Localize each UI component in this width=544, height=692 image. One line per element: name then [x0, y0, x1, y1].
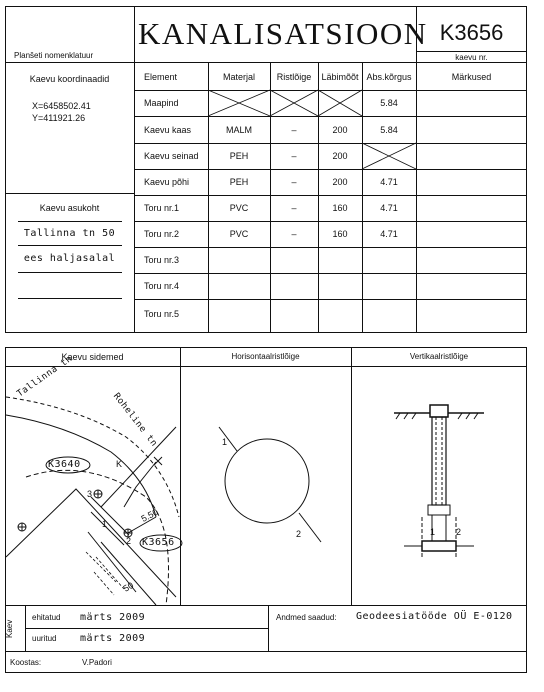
table-cell-abs: 5.84 — [380, 98, 398, 108]
section-pipe-label-2: 2 — [296, 529, 302, 539]
col-header-abs-height: Abs.kõrgus — [366, 72, 412, 82]
horizontal-section-drawing — [181, 367, 351, 605]
table-cell-diameter: 200 — [332, 151, 348, 161]
table-cell-material: PEH — [229, 151, 249, 161]
col-header-diameter: Läbimõõt — [321, 72, 359, 82]
built-value: märts 2009 — [80, 612, 146, 623]
coord-y: Y=411921.26 — [32, 113, 86, 123]
footer-row-line-2 — [5, 651, 527, 652]
panel-label-links: Kaevu sidemed — [61, 352, 124, 362]
street-label-1: Tallinna tn — [15, 353, 75, 400]
built-label: ehitatud — [32, 613, 61, 622]
table-cell-diameter: 200 — [332, 125, 348, 135]
table-cell-abs: 4.71 — [380, 229, 398, 239]
table-cell-section: – — [291, 151, 297, 161]
nomenclature-label: Planšeti nomenklatuur — [14, 51, 94, 60]
vertical-section-drawing — [352, 367, 526, 605]
source-value: Geodeesiatööde OÜ E-0120 — [356, 611, 513, 622]
panel-label-horizontal: Horisontaalristlõige — [231, 352, 300, 361]
table-cell-abs: 4.71 — [380, 177, 398, 187]
site-sketch — [6, 367, 179, 605]
location-label: Kaevu asukoht — [39, 203, 100, 213]
table-cell-material: PVC — [229, 203, 249, 213]
well-label-k3656: K3656 — [142, 537, 175, 548]
vertical-pipe-label-1: 1 — [430, 527, 436, 537]
location-line2-text: ees haljasalal — [23, 253, 116, 264]
table-crosses — [0, 0, 544, 340]
col-header-notes: Märkused — [451, 72, 492, 82]
table-row-element: Kaevu kaas — [144, 125, 192, 135]
updated-value: märts 2009 — [80, 633, 146, 644]
k-label: K — [116, 459, 123, 469]
well-label-k3640: K3640 — [48, 459, 81, 470]
table-row-element: Toru nr.2 — [144, 229, 180, 239]
pipe-label-2: 2 — [126, 536, 132, 546]
pipe-label-3: 3 — [87, 489, 93, 499]
col-header-material: Materjal — [222, 72, 255, 82]
table-row-element: Toru nr.1 — [144, 203, 180, 213]
table-cell-section: – — [291, 125, 297, 135]
kaev-label: Kaev — [5, 619, 14, 638]
street-label-2: Roheline tn — [110, 391, 159, 449]
location-line1-text: Tallinna tn 50 — [23, 228, 116, 239]
table-row-element: Toru nr.3 — [144, 255, 180, 265]
author-value: V.Padori — [82, 658, 112, 667]
table-row-element: Maapind — [144, 98, 179, 108]
table-row-element: Toru nr.5 — [144, 309, 180, 319]
source-label: Andmed saadud: — [276, 613, 337, 622]
distance-label-2: 50 — [121, 580, 136, 594]
table-cell-diameter: 200 — [332, 177, 348, 187]
pipe-label-1: 1 — [102, 519, 108, 529]
table-cell-diameter: 160 — [332, 203, 348, 213]
table-cell-material: PEH — [229, 177, 249, 187]
table-cell-section: – — [291, 177, 297, 187]
page-title: KANALISATSIOON — [138, 16, 428, 51]
panel-label-vertical: Vertikaalristlõige — [409, 352, 469, 361]
table-cell-diameter: 160 — [332, 229, 348, 239]
coord-x: X=6458502.41 — [32, 101, 91, 111]
updated-label: uuritud — [32, 634, 57, 643]
col-header-element: Element — [144, 72, 178, 82]
distance-label-1: 5.50 — [139, 506, 160, 524]
table-row-element: Kaevu seinad — [144, 151, 199, 161]
col-header-section: Ristlõige — [276, 72, 312, 82]
coords-label: Kaevu koordinaadid — [29, 74, 110, 84]
footer-divider-mid — [268, 606, 269, 651]
well-no-label: kaevu nr. — [455, 53, 488, 62]
well-code: K3656 — [439, 20, 504, 45]
table-row-element: Kaevu põhi — [144, 177, 190, 187]
section-pipe-label-1: 1 — [222, 437, 228, 447]
vertical-pipe-label-2: 2 — [456, 527, 462, 537]
table-cell-abs: 5.84 — [380, 125, 398, 135]
author-label: Koostas: — [10, 658, 42, 667]
table-cell-material: MALM — [225, 125, 252, 135]
table-cell-section: – — [291, 203, 297, 213]
table-cell-material: PVC — [229, 229, 249, 239]
table-cell-abs: 4.71 — [380, 203, 398, 213]
table-row-element: Toru nr.4 — [144, 281, 180, 291]
footer-row-line-1 — [25, 628, 268, 629]
table-cell-section: – — [291, 229, 297, 239]
